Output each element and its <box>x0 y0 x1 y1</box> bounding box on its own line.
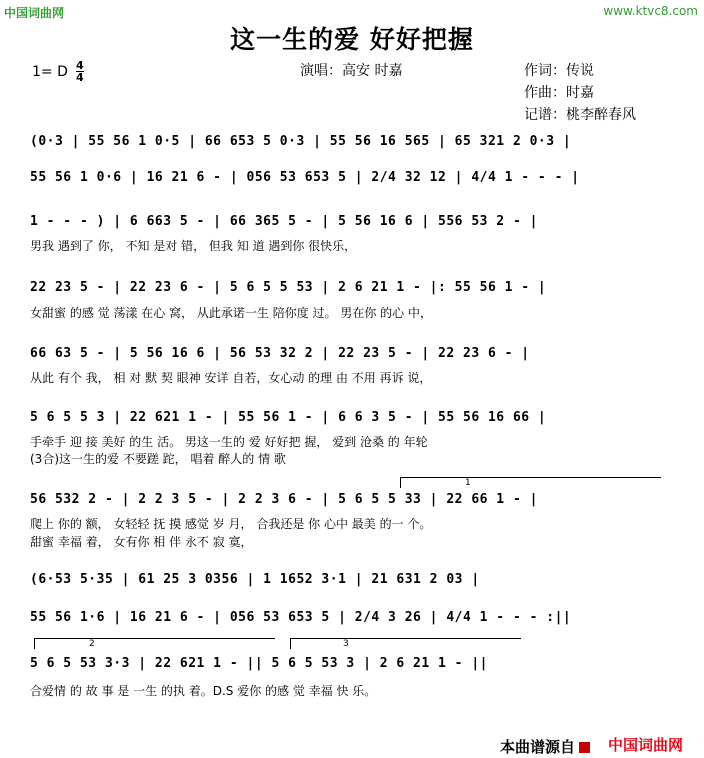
lyric-line: 合爱情 的 故 事 是 一生 的执 着。D.S 爱你 的感 觉 幸福 快 乐。 <box>30 684 377 698</box>
notation-line: 66 63 5 - | 5 56 16 6 | 56 53 32 2 | 22 23 5 - | 22 23 6 - | <box>30 346 530 361</box>
notation-line: (6·53 5·35 | 61 25 3 0356 | 1 1652 3·1 | 21 631 2 03 | <box>30 572 480 587</box>
notation-line: 5 6 5 53 3·3 | 22 621 1 - || 5 6 5 53 3 | 2 6 21 1 - || <box>30 656 488 671</box>
lyric-line: 男我 遇到了 你， 不知 是对 错， 但我 知 道 遇到你 很快乐， <box>30 239 357 253</box>
key-signature <box>32 60 84 83</box>
volta-bracket-2: 2 <box>34 638 275 649</box>
lyric-line: (3合)这一生的爱 不要蹉 跎， 唱着 醉人的 情 歌 <box>30 452 286 466</box>
lyric-line: 从此 有个 我， 相 对 默 契 眼神 安详 自若，女心动 的理 由 不用 再诉 说， <box>30 371 432 385</box>
volta-bracket-3: 3 <box>290 638 521 649</box>
footer-source: 本曲谱源自 <box>500 736 590 757</box>
lyric-line: 手牵手 迎 接 美好 的生 活。 男这一生的 爱 好好把 握， 爱到 沧桑 的 年轮 <box>30 435 428 449</box>
volta-bracket-1: 1 <box>400 477 661 488</box>
song-title: 这一生的爱 好好把握 <box>230 25 474 54</box>
notation-line: 1 - - - ) | 6 663 5 - | 66 365 5 - | 5 56 16 6 | 556 53 2 - | <box>30 214 538 229</box>
credits <box>524 60 636 126</box>
performer: 演唱：高安 时嘉 <box>300 63 403 79</box>
lyric-line: 女甜蜜 的感 觉 荡漾 在心 窝， 从此承诺一生 陪你度 过。 男在你 的心 中， <box>30 306 432 320</box>
notation-line: 56 532 2 - | 2 2 3 5 - | 2 2 3 6 - | 5 6 5 5 33 | 22 66 1 - | <box>30 492 538 507</box>
notation-line: (0·3 | 55 56 1 0·5 | 66 653 5 0·3 | 55 56 16 565 | 65 321 2 0·3 | <box>30 134 572 149</box>
notation-line: 55 56 1·6 | 16 21 6 - | 056 53 653 5 | 2/4 3 26 | 4/4 1 - - - :|| <box>30 610 572 625</box>
notation-line: 5 6 5 5 3 | 22 621 1 - | 55 56 1 - | 6 6 3 5 - | 55 56 16 66 | <box>30 410 547 425</box>
key-label: 1= D <box>32 63 68 80</box>
lyric-line: 甜蜜 幸福 着， 女有你 相 伴 永不 寂 寞， <box>30 535 253 549</box>
time-signature: $\frac{4}{4}$ <box>76 59 84 84</box>
notation-line: 55 56 1 0·6 | 16 21 6 - | 056 53 653 5 | 2/4 32 12 | 4/4 1 - - - | <box>30 170 580 185</box>
composer: 作曲：时嘉 <box>524 85 594 101</box>
transcriber: 记谱：桃李醉春风 <box>524 107 636 123</box>
lyric-line: 爬上 你的 额， 女轻轻 抚 摸 感觉 岁 月， 合我还是 你 心中 最美 的一 个。 <box>30 517 432 531</box>
notation-line: 22 23 5 - | 22 23 6 - | 5 6 5 5 53 | 2 6 21 1 - |: 55 56 1 - | <box>30 280 547 295</box>
site-watermark-right: www.ktvc8.com <box>603 4 698 18</box>
lyricist: 作词：传说 <box>524 63 594 79</box>
red-square-icon <box>579 742 590 753</box>
site-watermark-left: 中国词曲网 <box>4 6 65 20</box>
footer-site: 中国词曲网 <box>608 736 684 754</box>
